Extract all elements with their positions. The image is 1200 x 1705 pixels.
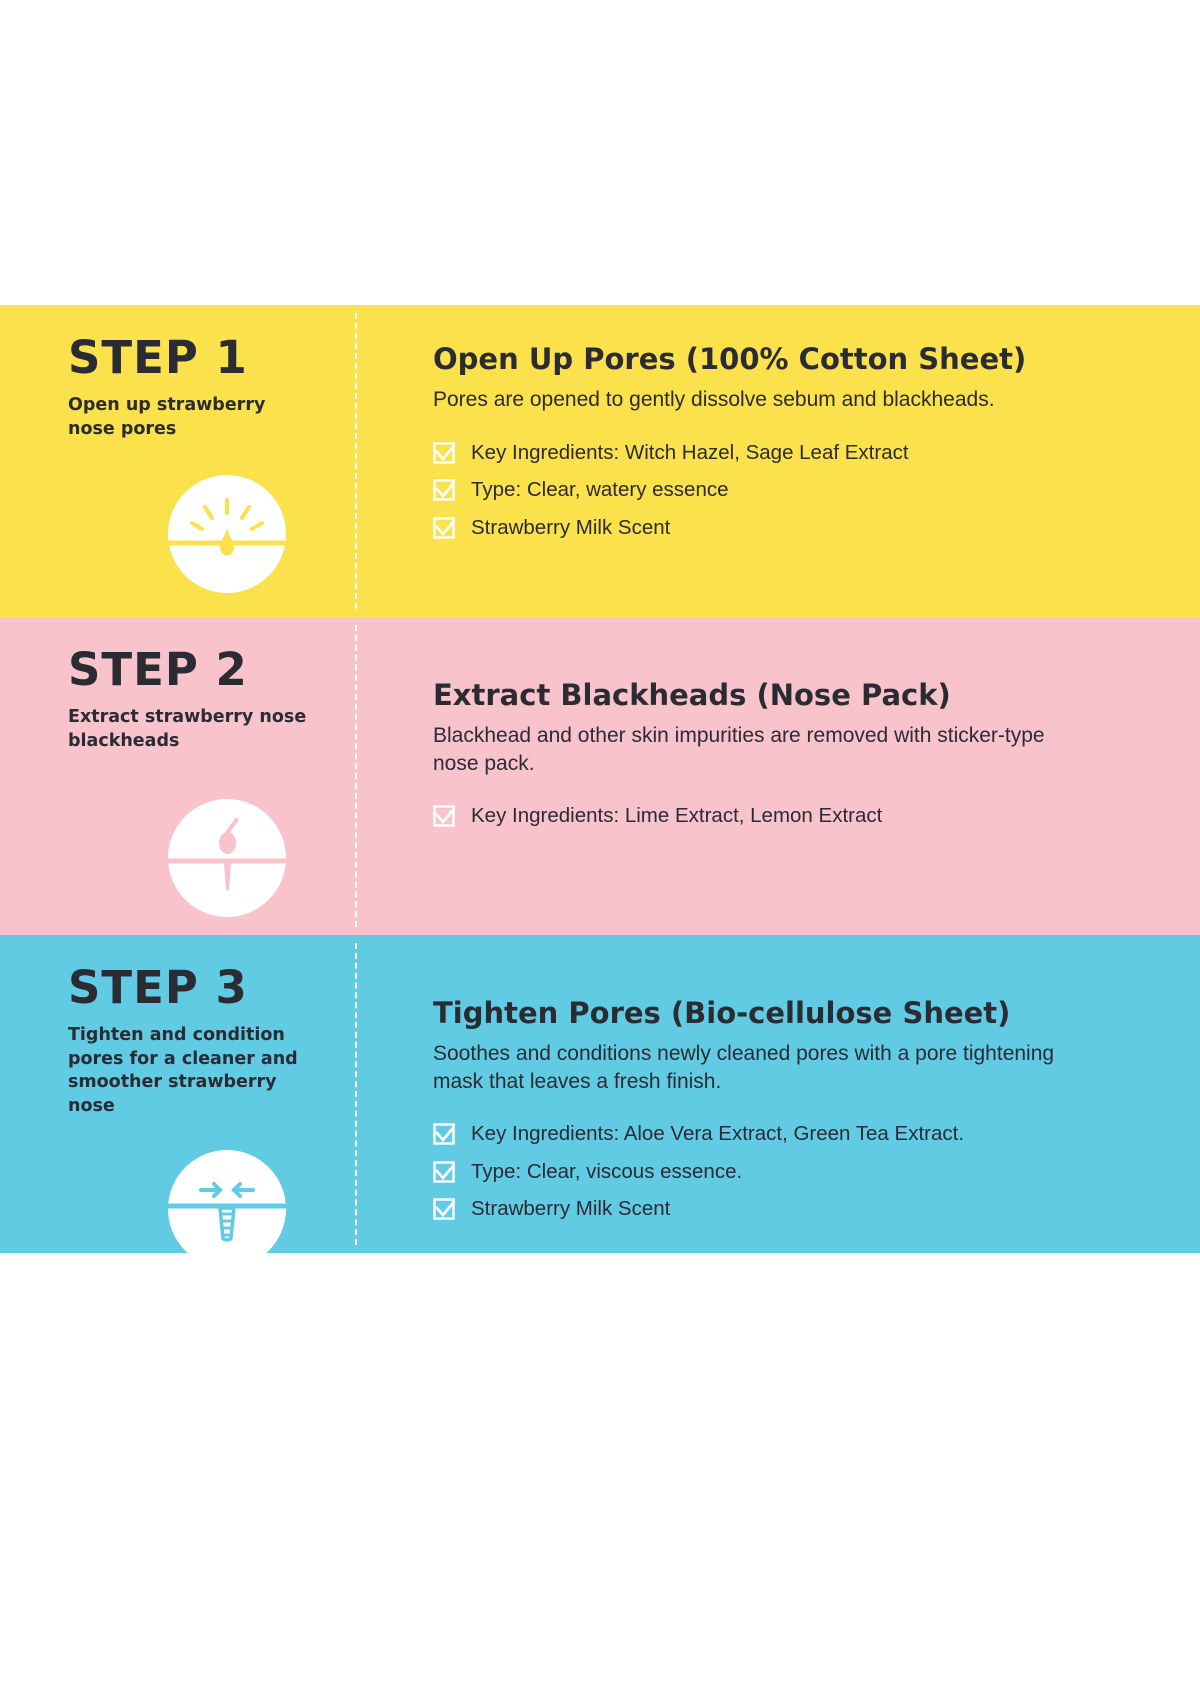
step-2-left-column <box>0 617 355 935</box>
list-item <box>433 1121 1080 1147</box>
step-2-description: Blackhead and other skin impurities are removed with sticker-type nose pack. <box>433 724 1045 775</box>
check-icon <box>433 1198 455 1220</box>
step-2-right-column <box>355 617 1200 935</box>
list-item <box>433 515 1080 541</box>
check-icon <box>433 517 455 539</box>
list-item <box>433 1159 1080 1185</box>
step-3-bullet-list <box>433 1121 1080 1222</box>
step-2-bullet-list <box>433 803 1080 829</box>
check-icon <box>433 805 455 827</box>
extract-blackhead-icon <box>168 799 286 922</box>
tighten-pore-icon <box>168 1150 286 1273</box>
step-section-3 <box>0 935 1200 1253</box>
step-1-left-column <box>0 305 355 617</box>
step-3-description: Soothes and conditions newly cleaned pores with a pore tightening mask that leaves a fresh finish. <box>433 1042 1055 1093</box>
check-icon <box>433 479 455 501</box>
step-2-label: STEP 2 <box>68 643 248 696</box>
step-3-right-column <box>355 935 1200 1253</box>
bullet-text: Key Ingredients: Aloe Vera Extract, Green Tea Extract. <box>471 1121 965 1145</box>
step-1-heading: Open Up Pores (100% Cotton Sheet) <box>433 342 1027 376</box>
step-1-label: STEP 1 <box>68 331 248 384</box>
step-section-2 <box>0 617 1200 935</box>
step-1-right-column <box>355 305 1200 617</box>
step-3-left-column <box>0 935 355 1253</box>
list-item <box>433 803 1080 829</box>
bullet-text: Strawberry Milk Scent <box>471 515 671 539</box>
step-2-heading: Extract Blackheads (Nose Pack) <box>433 678 951 712</box>
list-item <box>433 1196 1080 1222</box>
bullet-text: Key Ingredients: Lime Extract, Lemon Extract <box>471 803 883 827</box>
step-section-1 <box>0 305 1200 617</box>
bullet-text: Type: Clear, viscous essence. <box>471 1159 743 1183</box>
step-3-label: STEP 3 <box>68 961 248 1014</box>
open-pore-icon <box>168 475 286 598</box>
check-icon <box>433 1161 455 1183</box>
step-3-heading: Tighten Pores (Bio-cellulose Sheet) <box>433 996 1011 1030</box>
check-icon <box>433 1123 455 1145</box>
bullet-text: Type: Clear, watery essence <box>471 478 729 502</box>
three-step-infographic <box>0 305 1200 1253</box>
check-icon <box>433 442 455 464</box>
step-2-subtitle: Extract strawberry nose blackheads <box>68 707 307 751</box>
step-1-bullet-list <box>433 440 1080 541</box>
list-item <box>433 440 1080 466</box>
list-item <box>433 477 1080 503</box>
bullet-text: Key Ingredients: Witch Hazel, Sage Leaf Extract <box>471 440 909 464</box>
step-1-description: Pores are opened to gently dissolve sebum and blackheads. <box>433 388 995 412</box>
bullet-text: Strawberry Milk Scent <box>471 1197 671 1221</box>
step-1-subtitle: Open up strawberry nose pores <box>68 395 266 439</box>
step-3-subtitle: Tighten and condition pores for a cleaner and smoother strawberry nose <box>68 1025 298 1116</box>
